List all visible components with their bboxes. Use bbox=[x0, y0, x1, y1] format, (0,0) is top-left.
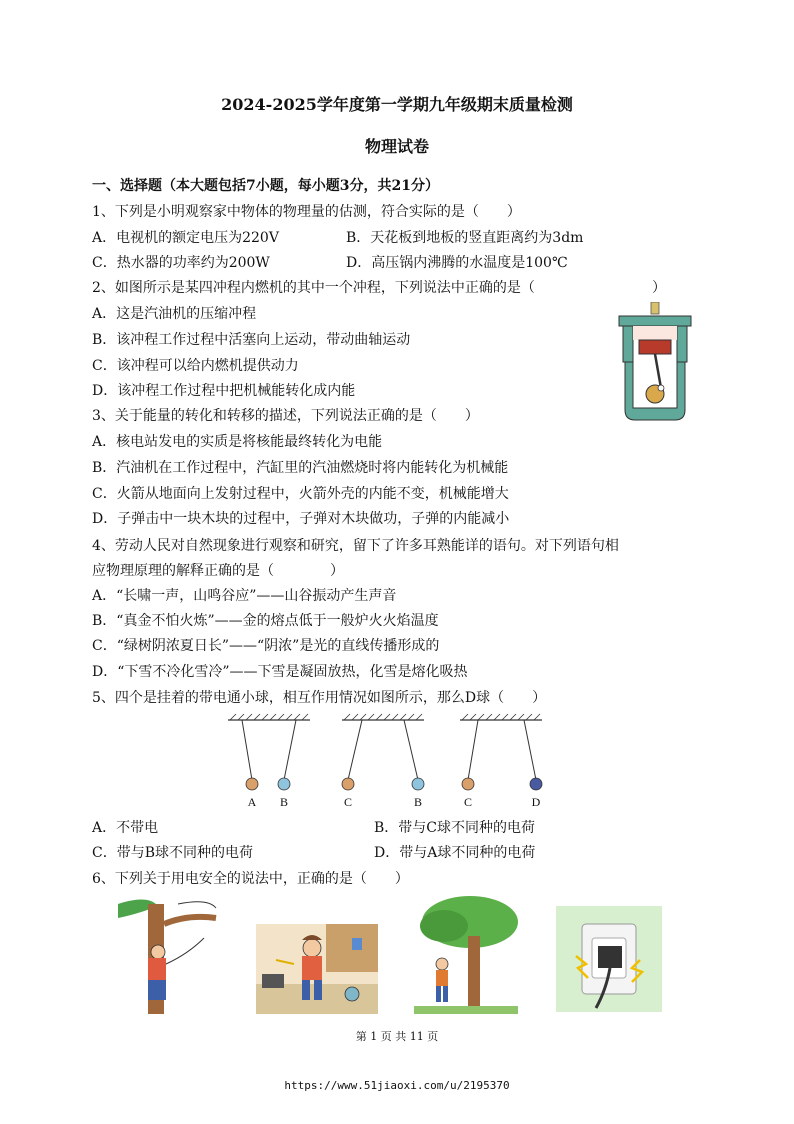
q6-picture-kitchen bbox=[256, 924, 378, 1014]
ball-label-d: D bbox=[531, 795, 541, 809]
q2-option-c: C．该冲程可以给内燃机提供动力 bbox=[92, 358, 299, 374]
q5-stem: 5、四个是挂着的带电通小球，相互作用情况如图所示，那么D球（ ） bbox=[92, 690, 547, 706]
q1-option-a: A．电视机的额定电压为220V bbox=[92, 230, 279, 246]
q5-option-c: C．带与B球不同种的电荷 bbox=[92, 845, 253, 861]
q2-option-b: B．该冲程工作过程中活塞向上运动，带动曲轴运动 bbox=[92, 332, 411, 348]
q6-picture-tree-climb bbox=[118, 894, 218, 1014]
section-heading: 一、选择题（本大题包括7小题，每小题3分，共21分） bbox=[92, 178, 439, 194]
ball-label-c: C bbox=[343, 795, 353, 809]
q6-picture-under-tree bbox=[414, 896, 518, 1014]
q3-option-b: B．汽油机在工作过程中，汽缸里的汽油燃烧时将内能转化为机械能 bbox=[92, 460, 509, 476]
q3-option-c: C．火箭从地面向上发射过程中，火箭外壳的内能不变，机械能增大 bbox=[92, 486, 509, 502]
q5-option-d: D．带与A球不同种的电荷 bbox=[374, 845, 536, 861]
ball-label-a: A bbox=[247, 795, 257, 809]
page-number: 第 1 页 共 11 页 bbox=[355, 1030, 439, 1043]
source-url[interactable]: https://www.51jiaoxi.com/u/2195370 bbox=[284, 1079, 510, 1092]
q5-option-b: B．带与C球不同种的电荷 bbox=[374, 820, 535, 836]
ball-label-c2: C bbox=[463, 795, 473, 809]
exam-title: 2024-2025学年度第一学期九年级期末质量检测 bbox=[221, 95, 573, 114]
q4-option-d: D．“下雪不冷化雪冷”——下雪是凝固放热，化雪是熔化吸热 bbox=[92, 664, 468, 680]
q2-option-a: A．这是汽油机的压缩冲程 bbox=[92, 306, 257, 322]
q1-option-b: B．天花板到地板的竖直距离约为3dm bbox=[346, 230, 584, 246]
q4-stem-line2: 应物理原理的解释正确的是（ ） bbox=[92, 563, 344, 579]
q2-stem-close: ） bbox=[652, 280, 666, 296]
q4-option-c: C．“绿树阴浓夏日长”——“阴浓”是光的直线传播形成的 bbox=[92, 638, 440, 654]
q6-picture-socket bbox=[556, 906, 662, 1012]
q4-stem-line1: 4、劳动人民对自然现象进行观察和研究，留下了许多耳熟能详的语句。对下列语句相 bbox=[92, 538, 619, 554]
ball-label-b: B bbox=[279, 795, 289, 809]
engine-figure bbox=[615, 302, 695, 422]
q1-stem: 1、下列是小明观察家中物体的物理量的估测，符合实际的是（ ） bbox=[92, 204, 521, 220]
q2-option-d: D．该冲程工作过程中把机械能转化成内能 bbox=[92, 383, 356, 399]
q4-option-a: A．“长啸一声，山鸣谷应”——山谷振动产生声音 bbox=[92, 588, 397, 604]
q3-option-d: D．子弹击中一块木块的过程中，子弹对木块做功，子弹的内能减小 bbox=[92, 511, 510, 527]
q1-option-c: C．热水器的功率约为200W bbox=[92, 255, 270, 271]
q3-stem: 3、关于能量的转化和转移的描述，下列说法正确的是（ ） bbox=[92, 408, 479, 424]
q1-option-d: D．高压锅内沸腾的水温度是100℃ bbox=[346, 255, 568, 271]
pendulum-balls-figure bbox=[220, 712, 560, 812]
q2-stem: 2、如图所示是某四冲程内燃机的其中一个冲程，下列说法中正确的是（ bbox=[92, 280, 535, 296]
q5-option-a: A．不带电 bbox=[92, 820, 159, 836]
exam-subtitle: 物理试卷 bbox=[364, 137, 429, 156]
q3-option-a: A．核电站发电的实质是将核能最终转化为电能 bbox=[92, 434, 383, 450]
q6-stem: 6、下列关于用电安全的说法中，正确的是（ ） bbox=[92, 871, 409, 887]
q4-option-b: B．“真金不怕火炼”——金的熔点低于一般炉火火焰温度 bbox=[92, 613, 439, 629]
ball-label-b2: B bbox=[413, 795, 423, 809]
